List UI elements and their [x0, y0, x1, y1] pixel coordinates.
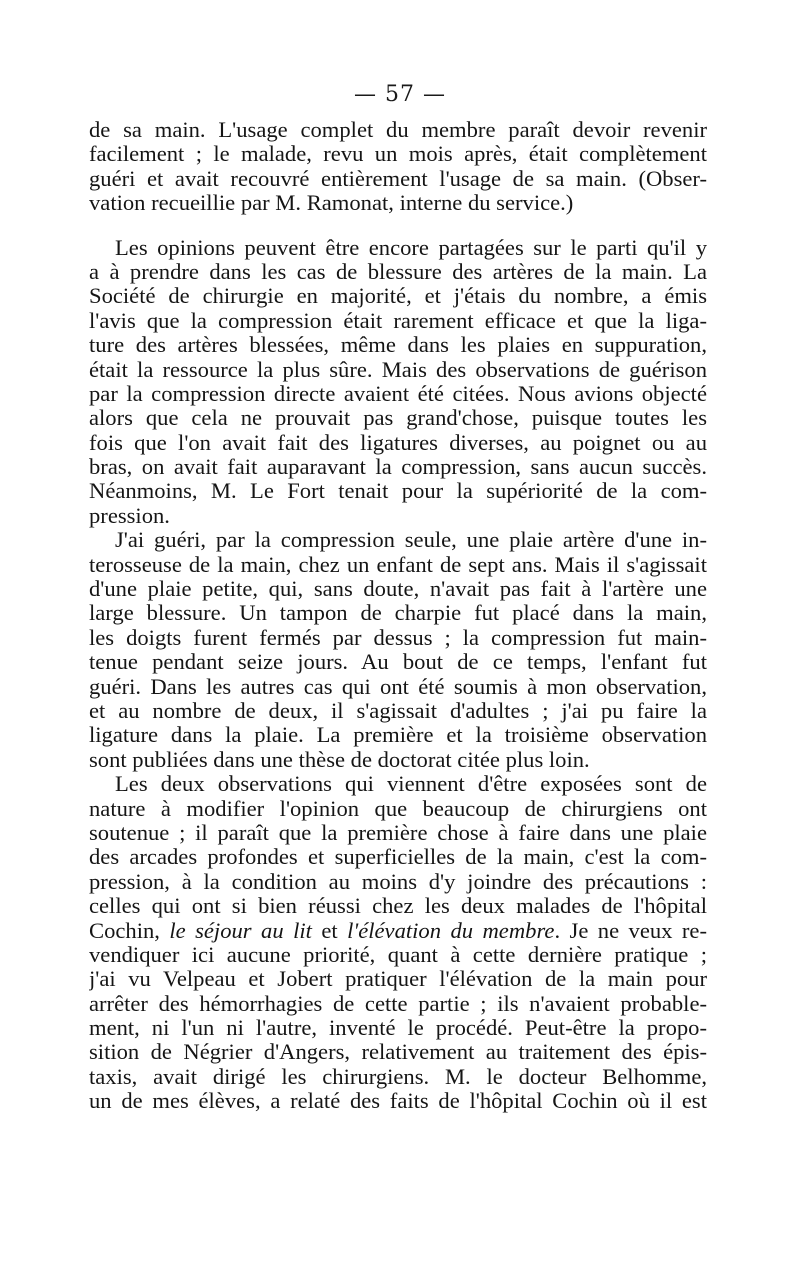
text-line-with-italics	[89, 919, 707, 943]
text-line: tenue pendant seize jours. Au bout de ce temps, l'enfant fut	[89, 650, 707, 675]
text-line: a à prendre dans les cas de blessure des artères de la main. La	[89, 259, 707, 284]
text-line: ment, ni l'un ni l'autre, inventé le procédé. Peut-être la propo-	[89, 1016, 707, 1041]
text-line: soutenue ; il paraît que la première chose à faire dans une plaie	[89, 820, 707, 845]
text-fragment: Cochin,	[89, 918, 170, 943]
text-line: fois que l'on avait fait des ligatures diverses, au poignet ou au	[89, 430, 707, 455]
text-line: était la ressource la plus sûre. Mais des observations de guérison	[89, 357, 707, 382]
text-line: Les opinions peuvent être encore partagées sur le parti qu'il y	[115, 235, 707, 260]
text-line: facilement ; le malade, revu un mois après, était complètement	[89, 142, 707, 167]
text-line: terosseuse de la main, chez un enfant de sept ans. Mais il s'agissait	[89, 552, 707, 577]
text-fragment: . Je ne veux re-	[554, 918, 707, 943]
text-fragment: et	[311, 918, 348, 943]
text-line: ligature dans la plaie. La première et la troisième observation	[89, 723, 707, 748]
text-line: Société de chirurgie en majorité, et j'étais du nombre, a émis	[89, 284, 707, 309]
page-text	[89, 118, 707, 1114]
italic-phrase: le séjour au lit	[169, 918, 312, 943]
text-line: sition de Négrier d'Angers, relativement au traitement des épis-	[89, 1040, 707, 1065]
paragraph-2	[89, 236, 707, 529]
paragraph-3	[89, 528, 707, 772]
text-line: l'avis que la compression était rarement efficace et que la liga-	[89, 308, 707, 333]
text-line: par la compression directe avaient été citées. Nous avions objecté	[89, 381, 707, 406]
text-line: bras, on avait fait auparavant la compression, sans aucun succès.	[89, 455, 707, 480]
text-line: taxis, avait dirigé les chirurgiens. M. le docteur Belhomme,	[89, 1064, 707, 1089]
text-line: et au nombre de deux, il s'agissait d'adultes ; j'ai pu faire la	[89, 698, 707, 723]
text-line: arrêter des hémorrhagies de cette partie ; ils n'avaient probable-	[89, 991, 707, 1016]
text-line: vendiquer ici aucune priorité, quant à cette dernière pratique ;	[89, 942, 707, 967]
text-line: d'une plaie petite, qui, sans doute, n'avait pas fait à l'artère une	[89, 577, 707, 602]
text-line: de sa main. L'usage complet du membre paraît devoir revenir	[89, 118, 707, 142]
text-line: ture des artères blessées, même dans les plaies en suppuration,	[89, 333, 707, 358]
paragraph-1	[89, 118, 707, 216]
text-line: pression.	[89, 503, 170, 528]
text-line: les doigts furent fermés par dessus ; la compression fut main-	[89, 625, 707, 650]
text-line: celles qui ont si bien réussi chez les deux malades de l'hôpital	[89, 894, 707, 919]
text-line: vation recueillie par M. Ramonat, interne du service.)	[89, 191, 574, 216]
text-line: large blessure. Un tampon de charpie fut placé dans la main,	[89, 601, 707, 626]
text-line: sont publiées dans une thèse de doctorat citée plus loin.	[89, 747, 590, 772]
text-line: alors que cela ne prouvait pas grand'chose, puisque toutes les	[89, 406, 707, 431]
italic-phrase: l'élévation du membre	[347, 918, 555, 943]
text-line: un de mes élèves, a relaté des faits de l'hôpital Cochin où il est	[89, 1089, 707, 1114]
text-line: Les deux observations qui viennent d'être exposées sont de	[115, 772, 707, 797]
text-line: pression, à la condition au moins d'y joindre des précautions :	[89, 869, 707, 894]
text-line: nature à modifier l'opinion que beaucoup de chirurgiens ont	[89, 796, 707, 821]
text-line: guéri. Dans les autres cas qui ont été soumis à mon observation,	[89, 674, 707, 699]
text-line: J'ai guéri, par la compression seule, une plaie artère d'une in-	[115, 528, 707, 553]
paragraph-4	[89, 772, 707, 1113]
page-number: — 57 —	[354, 82, 446, 107]
text-line: des arcades profondes et superficielles de la main, c'est la com-	[89, 845, 707, 870]
text-line: Néanmoins, M. Le Fort tenait pour la supériorité de la com-	[89, 479, 707, 504]
text-line: j'ai vu Velpeau et Jobert pratiquer l'élévation de la main pour	[89, 967, 707, 992]
text-line: guéri et avait recouvré entièrement l'usage de sa main. (Obser-	[89, 166, 707, 191]
